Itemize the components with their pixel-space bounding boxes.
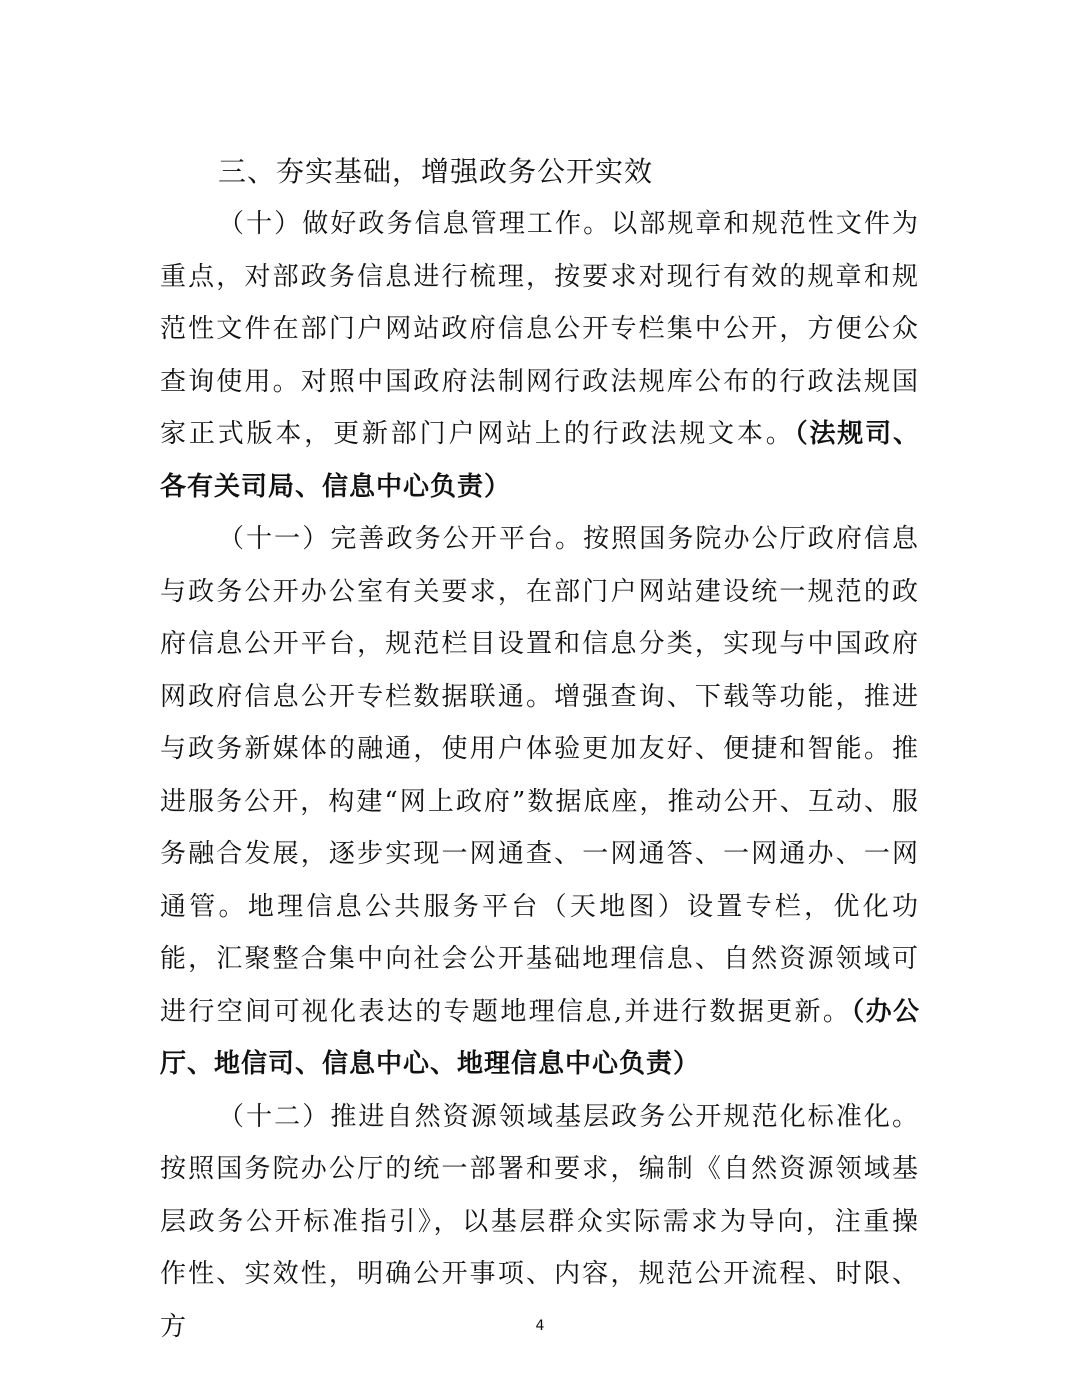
paragraph-twelve [160,1091,920,1354]
page-number: 4 [535,1318,545,1334]
paragraph-eleven-body: （十一）完善政务公开平台。按照国务院办公厅政府信息与政务公开办公室有关要求，在部门户网站建设统一规范的政府信息公开平台，规范栏目设置和信息分类，实现与中国政府网政府信息公开专栏数据联通。增强查询、下载等功能，推进与政务新媒体的融通，使用户体验更加友好、便捷和智能。推进服务公开，构建“网上政府”数据底座，推动公开、互动、服务融合发展，逐步实现一网通查、一网通答、一网通办、一网通管。地理信息公共服务平台（天地图）设置专栏，优化功能，汇聚整合集中向社会公开基础地理信息、自然资源领域可进行空间可视化表达的专题地理信息,并进行数据更新。 [160,524,920,1027]
paragraph-ten-body: （十）做好政务信息管理工作。以部规章和规范性文件为重点，对部政务信息进行梳理，按要求对现行有效的规章和规范性文件在部门户网站政府信息公开专栏集中公开，方便公众查询使用。对照中国政府法制网行政法规库公布的行政法规国家正式版本，更新部门户网站上的行政法规文本。 [160,209,920,449]
paragraph-eleven [160,513,920,1091]
page-content [160,146,920,1353]
paragraph-ten [160,198,920,513]
section-heading: 三、夯实基础，增强政务公开实效 [218,155,654,188]
paragraph-eleven-responsibility: （办公厅、地信司、信息中心、地理信息中心负责） [160,996,920,1079]
paragraph-ten-responsibility: （法规司、各有关司局、信息中心负责） [160,419,920,502]
paragraph-twelve-body: （十二）推进自然资源领域基层政务公开规范化标准化。按照国务院办公厅的统一部署和要求，编制《自然资源领域基层政务公开标准指引》，以基层群众实际需求为导向，注重操作性、实效性，明确公开事项、内容，规范公开流程、时限、方 [160,1101,920,1342]
